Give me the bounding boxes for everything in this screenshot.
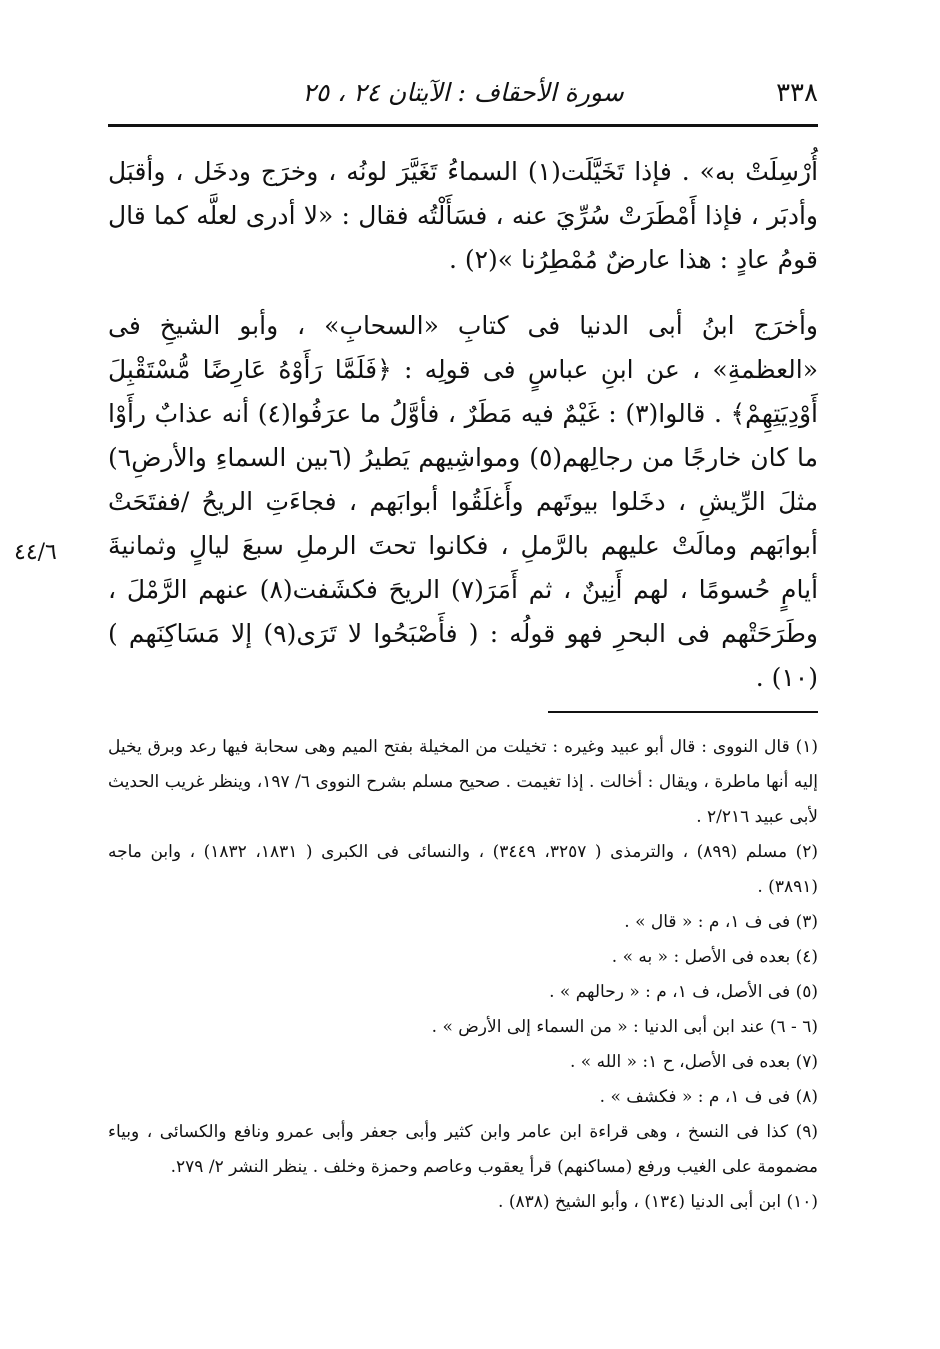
footnote-1: (١) قال النووى : قال أبو عبيد وغيره : تخيلت من المخيلة بفتح الميم وهى سحابة فيها رعد وبرق يخيل إليه أنها ماطرة ، ويقال : أخالت . إذا تغيمت . صحيح مسلم بشرح النووى ٦/ ١٩٧، وينظر غريب الحديث لأبى عبيد ٢/٢١٦ . (108, 737, 819, 827)
paragraph-2: وأخرَج ابنُ أبى الدنيا فى كتابِ «السحابِ» ، وأبو الشيخِ فى «العظمةِ» ، عن ابنِ عباسٍ فى قولِه : ﴿فَلَمَّا رَأَوْهُ عَارِضًا مُّسْتَقْبِلَ أَوْدِيَتِهِمْ﴾ . قالوا(٣) : غَيْمٌ فيه مَطَرٌ ، فأوَّلُ ما عرَفُوا(٤) أنه عذابٌ رأَوْا ما كان خارجًا من رجالِهم(٥) ومواشِيهم يَطيرُ (٦بين السماءِ والأرضِ٦) مثلَ الرِّيشِ ، دخَلوا بيوتَهم وأَغلَقُوا أبوابَهم ، فجاءَتِ الريحُ /ففتَحَتْ أبوابَهم ومالَتْ عليهم بالرَّملِ ، فكانوا تحتَ الرملِ سبعَ ليالٍ وثمانيةَ أيامٍ حُسومًا ، لهم أَنِينٌ ، ثم أَمَرَ(٧) الريحَ فكشَفت(٨) عنهم الرَّمْلَ ، وطَرَحَتْهم فى البحرِ فهو قولُه : ( فأَصْبَحُوا لا تَرَى(٩) إلا مَسَاكِنَهم )(١٠) . (108, 311, 819, 692)
header-rule (108, 124, 818, 127)
margin-reference: ٤٤/٦ (14, 540, 57, 565)
running-title: سورة الأحقاف : الآيتان ٢٤ ، ٢٥ (302, 78, 624, 107)
footnote-7: (٧) بعده فى الأصل، ح ١: « الله » . (569, 1052, 818, 1072)
footnote-3: (٣) فى ف ١، م : « قال » . (624, 912, 818, 932)
footnote-9: (٩) كذا فى النسخ ، وهى قراءة ابن عامر وابن كثير وأبى جعفر وأبى عمرو ونافع والكسائى ، وبياء مضمومة على الغيب ورفع (مساكنهم) قرأ يعقوب وعاصم وحمزة وخلف . ينظر النشر ٢/ ٢٧٩. (108, 1122, 818, 1177)
footnotes (108, 730, 818, 1220)
main-text (108, 150, 818, 700)
page-header (108, 78, 818, 118)
footnote-8: (٨) فى ف ١، م : « فكشف » . (599, 1087, 818, 1107)
footnote-5: (٥) فى الأصل، ف ١، م : « رحالهم » . (549, 982, 818, 1002)
footnote-6: (٦ - ٦) عند ابن أبى الدنيا : « من السماء إلى الأرض » . (431, 1017, 818, 1037)
footnote-2: (٢) مسلم (٨٩٩) ، والترمذى ( ٣٢٥٧، ٣٤٤٩) ، والنسائى فى الكبرى ( ١٨٣١، ١٨٣٢) ، وابن ماجه (٣٨٩١) . (108, 842, 818, 897)
footnote-4: (٤) بعده فى الأصل : « به » . (611, 947, 818, 967)
footnote-separator (548, 711, 818, 713)
paragraph-1: أُرْسِلَتْ به» . فإذا تَخَيَّلَت(١) السماءُ تَغَيَّرَ لونُه ، وخرَج ودخَل ، وأقبَل وأدبَر ، فإذا أَمْطَرَتْ سُرِّيَ عنه ، فسَأَلْتُه فقال : «لا أدرى لعلَّه كما قال قومُ عادٍ : هذا عارضٌ مُمْطِرُنا »(٢) . (108, 157, 819, 274)
page-number: ٣٣٨ (776, 78, 818, 108)
footnote-10: (١٠) ابن أبى الدنيا (١٣٤) ، وأبو الشيخ (٨٣٨) . (498, 1192, 818, 1212)
